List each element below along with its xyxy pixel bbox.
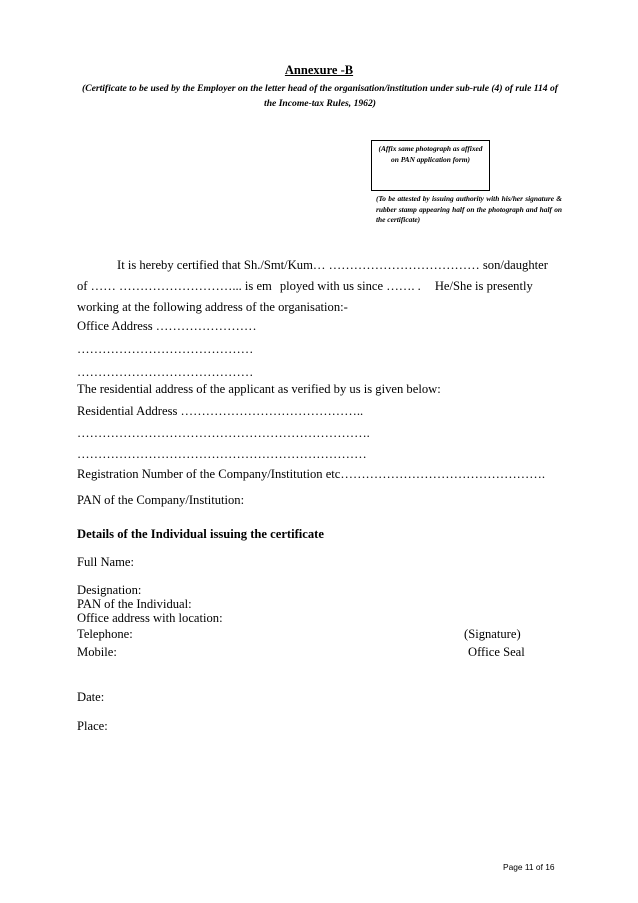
office-seal-label: Office Seal: [468, 645, 525, 659]
certificate-line-2: [77, 276, 563, 297]
issuer-designation: Designation:: [77, 583, 142, 597]
issuer-telephone: Telephone:: [77, 627, 133, 641]
page-subtitle: (Certificate to be used by the Employer on the letter head of the organisation/institution under sub-rule (4) of rule 114 of the Income-tax Rules, 1962): [82, 83, 558, 109]
certificate-line-3: working at the following address of the organisation:-: [77, 300, 348, 314]
page-title: Annexure -B: [284, 63, 354, 77]
certificate-line-2-part-b: ployed with us since ……. .: [279, 279, 421, 293]
office-address-line-2: ……………………………………: [77, 342, 254, 356]
office-address-line-3: ……………………………………: [77, 365, 254, 379]
certificate-paragraph: [77, 255, 563, 318]
certificate-line-1: It is hereby certified that Sh./Smt/Kum… ……………………………… son/daughter: [117, 258, 548, 272]
certificate-line-2-part-c: He/She is presently: [434, 279, 533, 293]
attest-note: (To be attested by issuing authority with his/her signature & rubber stamp appearing half on the photograph and half on the certificate): [376, 194, 562, 224]
certificate-line-2-part-a: of …… ………………………... is em: [77, 279, 272, 293]
company-registration: Registration Number of the Company/Institution etc………………………………………….: [77, 467, 546, 481]
issuer-heading: Details of the Individual issuing the certificate: [77, 527, 324, 541]
issuer-office-address: Office address with location:: [77, 611, 223, 625]
residential-address-line-2: …………………………………………………………….: [77, 426, 370, 440]
place-label: Place:: [77, 719, 108, 733]
residential-address-label: Residential Address ……………………………………..: [77, 404, 364, 418]
issuer-pan: PAN of the Individual:: [77, 597, 192, 611]
office-address-label: Office Address ……………………: [77, 319, 257, 333]
company-pan: PAN of the Company/Institution:: [77, 493, 245, 507]
issuer-mobile: Mobile:: [77, 645, 117, 659]
date-label: Date:: [77, 690, 105, 704]
photo-box: [371, 140, 490, 191]
signature-label: (Signature): [464, 627, 521, 641]
residential-address-line-3: ……………………………………………………………: [77, 447, 367, 461]
photo-box-text: (Affix same photograph as affixed on PAN application form): [378, 144, 483, 164]
issuer-full-name: Full Name:: [77, 555, 135, 569]
page-number: Page 11 of 16: [503, 862, 555, 872]
residential-intro: The residential address of the applicant as verified by us is given below:: [77, 382, 441, 396]
